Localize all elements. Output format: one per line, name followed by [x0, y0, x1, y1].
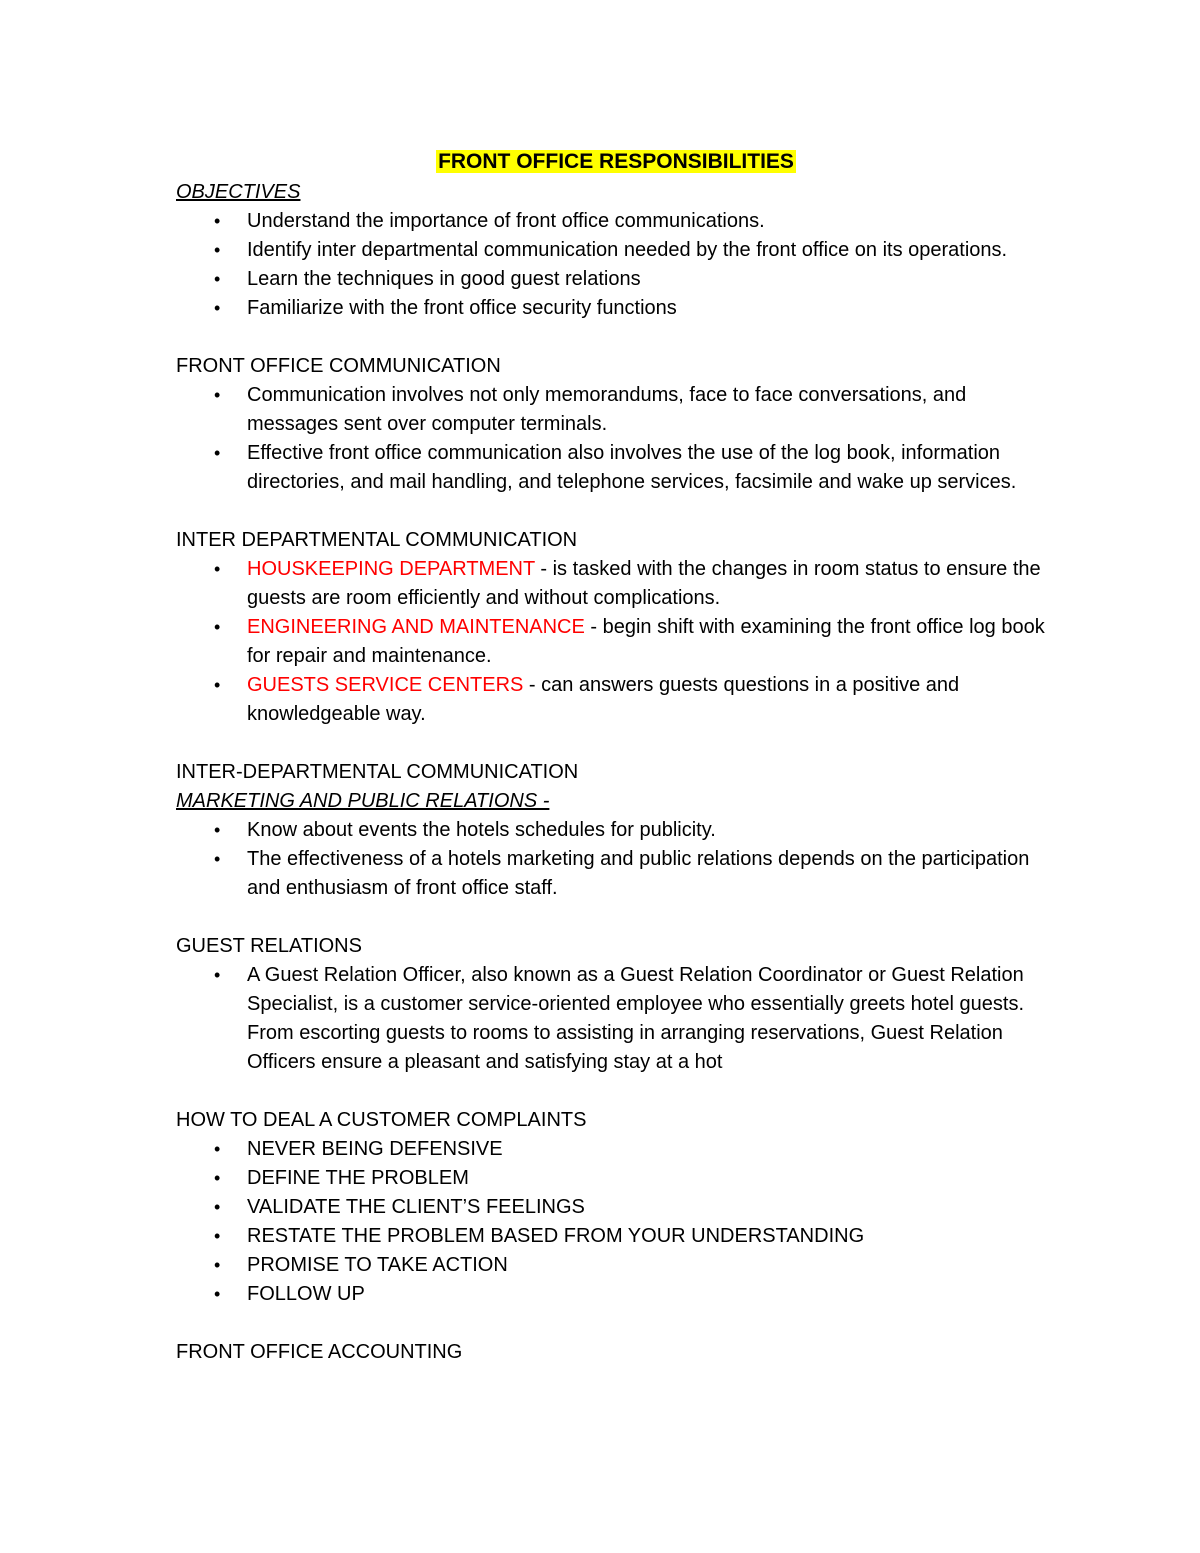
list-item: • A Guest Relation Officer, also known as a Guest Relation Coordinator or Guest Relation Specialist, is a customer service-oriented employee who essentially greets hotel guests. From escorting guests to rooms to assisting in arranging reservations, Guest Relation Officers ensure a pleasant and satisfying stay at a hot [176, 961, 1056, 1077]
spacer [176, 323, 1056, 352]
bullet-icon: • [214, 269, 221, 289]
guest-relations-list [176, 961, 1056, 1077]
list-item: • The effectiveness of a hotels marketing and public relations depends on the participation and enthusiasm of front office staff. [176, 845, 1056, 903]
marketing-list [176, 816, 1056, 903]
spacer [176, 1077, 1056, 1106]
spacer [176, 497, 1056, 526]
list-item: • GUESTS SERVICE CENTERS - can answers guests questions in a positive and knowledgeable way. [176, 671, 1056, 729]
bullet-icon: • [214, 1284, 221, 1304]
list-item: • RESTATE THE PROBLEM BASED FROM YOUR UNDERSTANDING [176, 1222, 1056, 1251]
list-item: • Understand the importance of front office communications. [176, 207, 1056, 236]
communication-list [176, 381, 1056, 497]
bullet-icon: • [214, 849, 221, 869]
list-item: • Know about events the hotels schedules for publicity. [176, 816, 1056, 845]
section-heading-communication: FRONT OFFICE COMMUNICATION [176, 355, 501, 377]
list-item: • FOLLOW UP [176, 1280, 1056, 1309]
list-item: • NEVER BEING DEFENSIVE [176, 1135, 1056, 1164]
section-heading-complaints: HOW TO DEAL A CUSTOMER COMPLAINTS [176, 1109, 587, 1131]
section-heading-interdepartmental: INTER DEPARTMENTAL COMMUNICATION [176, 529, 578, 551]
spacer [176, 729, 1056, 758]
list-item: • PROMISE TO TAKE ACTION [176, 1251, 1056, 1280]
spacer [176, 1309, 1056, 1338]
section-heading-interdepartmental-2: INTER-DEPARTMENTAL COMMUNICATION [176, 761, 579, 783]
department-term: HOUSKEEPING DEPARTMENT [247, 558, 535, 580]
document-page [176, 146, 1056, 1367]
title-line [176, 146, 1056, 178]
bullet-icon: • [214, 1197, 221, 1217]
objectives-label: OBJECTIVES [176, 181, 301, 203]
list-item: • Learn the techniques in good guest relations [176, 265, 1056, 294]
list-item: • VALIDATE THE CLIENT’S FEELINGS [176, 1193, 1056, 1222]
bullet-icon: • [214, 617, 221, 637]
list-item: • Communication involves not only memorandums, face to face conversations, and messages sent over computer terminals. [176, 381, 1056, 439]
bullet-icon: • [214, 559, 221, 579]
list-item: • Identify inter departmental communication needed by the front office on its operations. [176, 236, 1056, 265]
bullet-icon: • [214, 675, 221, 695]
bullet-icon: • [214, 1168, 221, 1188]
bullet-icon: • [214, 1226, 221, 1246]
bullet-icon: • [214, 1139, 221, 1159]
list-item: • DEFINE THE PROBLEM [176, 1164, 1056, 1193]
spacer [176, 903, 1056, 932]
bullet-icon: • [214, 443, 221, 463]
department-term: ENGINEERING AND MAINTENANCE [247, 616, 585, 638]
bullet-icon: • [214, 298, 221, 318]
bullet-icon: • [214, 385, 221, 405]
objectives-list [176, 207, 1056, 323]
section-heading-guest-relations: GUEST RELATIONS [176, 935, 362, 957]
list-item: • Familiarize with the front office security functions [176, 294, 1056, 323]
bullet-icon: • [214, 211, 221, 231]
bullet-icon: • [214, 965, 221, 985]
bullet-icon: • [214, 240, 221, 260]
complaints-list [176, 1135, 1056, 1309]
bullet-icon: • [214, 1255, 221, 1275]
list-item: • Effective front office communication also involves the use of the log book, information directories, and mail handling, and telephone services, facsimile and wake up services. [176, 439, 1056, 497]
bullet-icon: • [214, 820, 221, 840]
list-item: • ENGINEERING AND MAINTENANCE - begin shift with examining the front office log book for repair and maintenance. [176, 613, 1056, 671]
section-heading-accounting: FRONT OFFICE ACCOUNTING [176, 1341, 463, 1363]
list-item: • HOUSKEEPING DEPARTMENT - is tasked with the changes in room status to ensure the guests are room efficiently and without complications. [176, 555, 1056, 613]
interdepartmental-list [176, 555, 1056, 729]
document-title: FRONT OFFICE RESPONSIBILITIES [438, 150, 794, 173]
department-term: GUESTS SERVICE CENTERS [247, 674, 524, 696]
marketing-subheading: MARKETING AND PUBLIC RELATIONS - [176, 790, 550, 812]
